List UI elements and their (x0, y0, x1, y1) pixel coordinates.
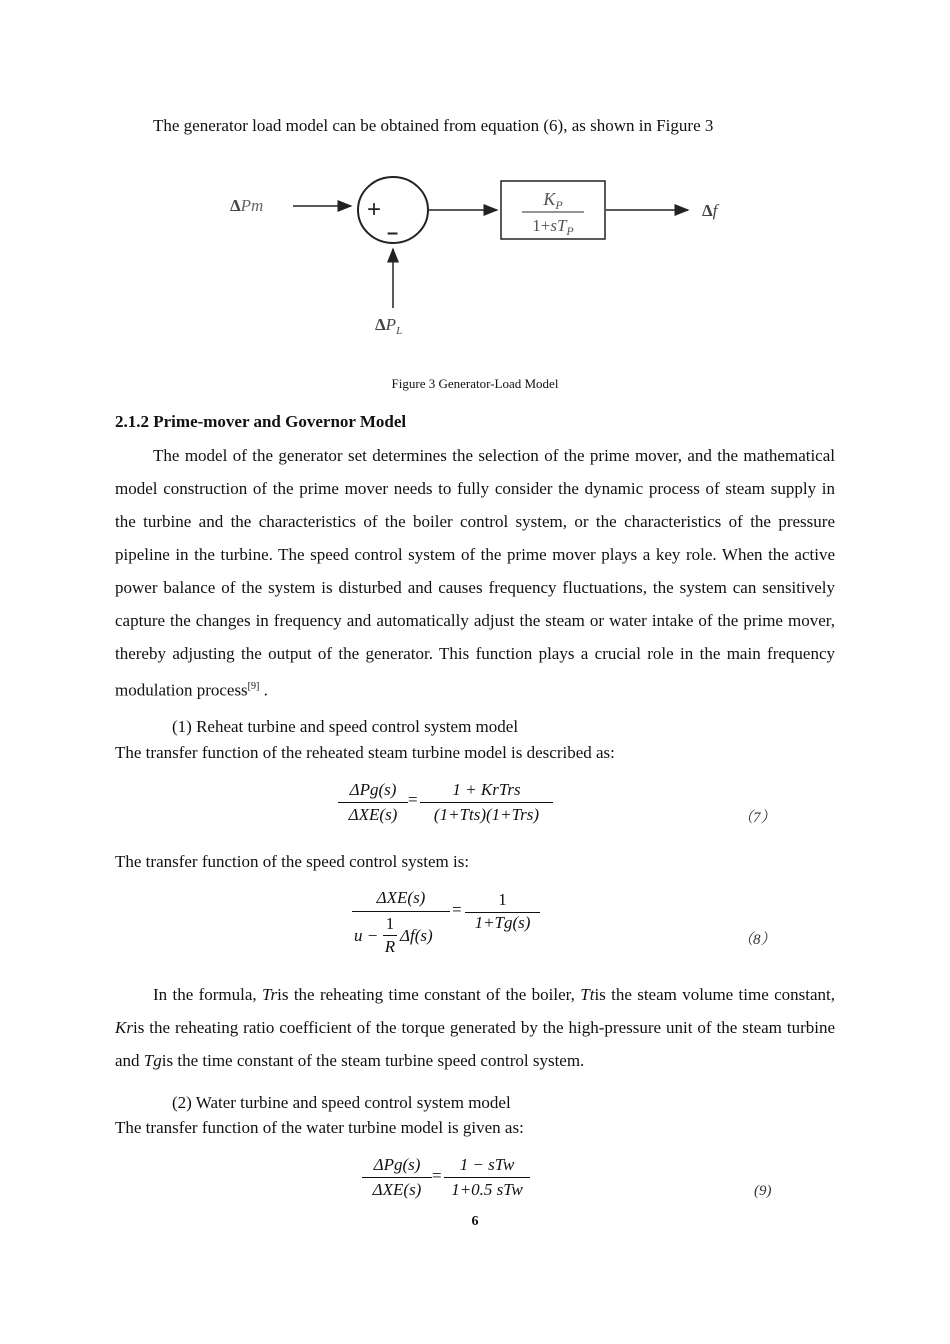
tf-denominator: $1+sT_P$ (532, 216, 574, 238)
subheading-reheat-turbine: (1) Reheat turbine and speed control system model (172, 717, 519, 736)
eq8-lhs-den-df: Δf(s) (400, 926, 433, 945)
var-text-1: In the formula, (153, 985, 263, 1004)
eq8-inner-denominator: R (384, 937, 396, 956)
eq7-lhs-denominator: ΔXE(s) (348, 805, 398, 824)
page-number: 6 (471, 1214, 479, 1229)
input-pl-label: $\Delta P_L$ (375, 315, 403, 337)
var-text-3: is the steam volume time constant, (594, 985, 836, 1004)
reheat-description: The transfer function of the reheated steam turbine model is described as: (115, 743, 615, 762)
eq7-rhs-numerator: 1 + KrTrs (452, 780, 521, 799)
paragraph-prime-mover (115, 439, 835, 707)
var-text-2: is the reheating time constant of the boiler, (277, 985, 581, 1004)
citation-9[interactable]: [9] (247, 681, 260, 692)
eq8-rhs-denominator: 1+Tg(s) (474, 913, 531, 932)
section-heading: 2.1.2 Prime-mover and Governor Model (115, 412, 407, 431)
eq9-rhs-denominator: 1+0.5 sTw (451, 1180, 523, 1199)
speed-control-description: The transfer function of the speed control system is: (115, 852, 470, 871)
output-label: Δf (702, 201, 718, 220)
eq8-inner-numerator: 1 (385, 914, 395, 933)
tf-numerator: $K_P$ (543, 189, 563, 212)
eq8-lhs-den-u: u − (354, 926, 379, 945)
sum-minus: – (387, 222, 399, 244)
generator-load-diagram (220, 165, 740, 345)
paragraph-variables (115, 978, 835, 1077)
var-text-4: is the reheating ratio coefficient of the torque generated by the high-pressure unit of the steam turbine and (115, 1018, 835, 1070)
eq7-number: （7） (738, 810, 776, 826)
eq8-number: （8） (738, 932, 776, 948)
eq9-lhs-numerator: ΔPg(s) (373, 1155, 421, 1174)
water-description: The transfer function of the water turbine model is given as: (115, 1118, 524, 1137)
subheading-water-turbine: (2) Water turbine and speed control system model (172, 1093, 511, 1112)
eq9-number: (9) (754, 1183, 772, 1199)
eq7-rhs-denominator: (1+Tts)(1+Trs) (433, 805, 540, 824)
var-tt: Tt (580, 985, 595, 1004)
eq8-rhs-numerator: 1 (498, 890, 507, 909)
eq7-lhs-numerator: ΔPg(s) (349, 780, 397, 799)
sum-plus: + (367, 196, 382, 223)
figure-caption: Figure 3 Generator-Load Model (391, 376, 559, 391)
intro-text: The generator load model can be obtained from equation (6), as shown in Figure 3 (153, 116, 714, 135)
var-tg: Tg (143, 1051, 162, 1070)
input-pm-label: ΔPm (230, 196, 264, 215)
var-text-5: is the time constant of the steam turbine speed control system. (161, 1051, 585, 1070)
var-kr: Kr (115, 1018, 133, 1037)
paragraph-prime-mover-text: The model of the generator set determines the selection of the prime mover, and the mathematical model construction of the prime mover needs to fully consider the dynamic process of steam supply in the turbine and the characteristics of the boiler control system, or the characteristics of the pressure pipeline in the turbine. The speed control system of the prime mover plays a key role. When the active power balance of the system is disturbed and causes frequency fluctuations, the system can sensitively capture the changes in frequency and automatically adjust the steam or water intake of the prime mover, thereby adjusting the output of the generator. This function plays a crucial role in the main frequency modulation process (115, 446, 835, 700)
paragraph-end: . (259, 680, 268, 700)
var-tr: Tr (262, 985, 278, 1004)
eq9-lhs-denominator: ΔXE(s) (372, 1180, 422, 1199)
eq9-rhs-numerator: 1 − sTw (459, 1155, 515, 1174)
eq8-lhs-numerator: ΔXE(s) (376, 888, 426, 907)
